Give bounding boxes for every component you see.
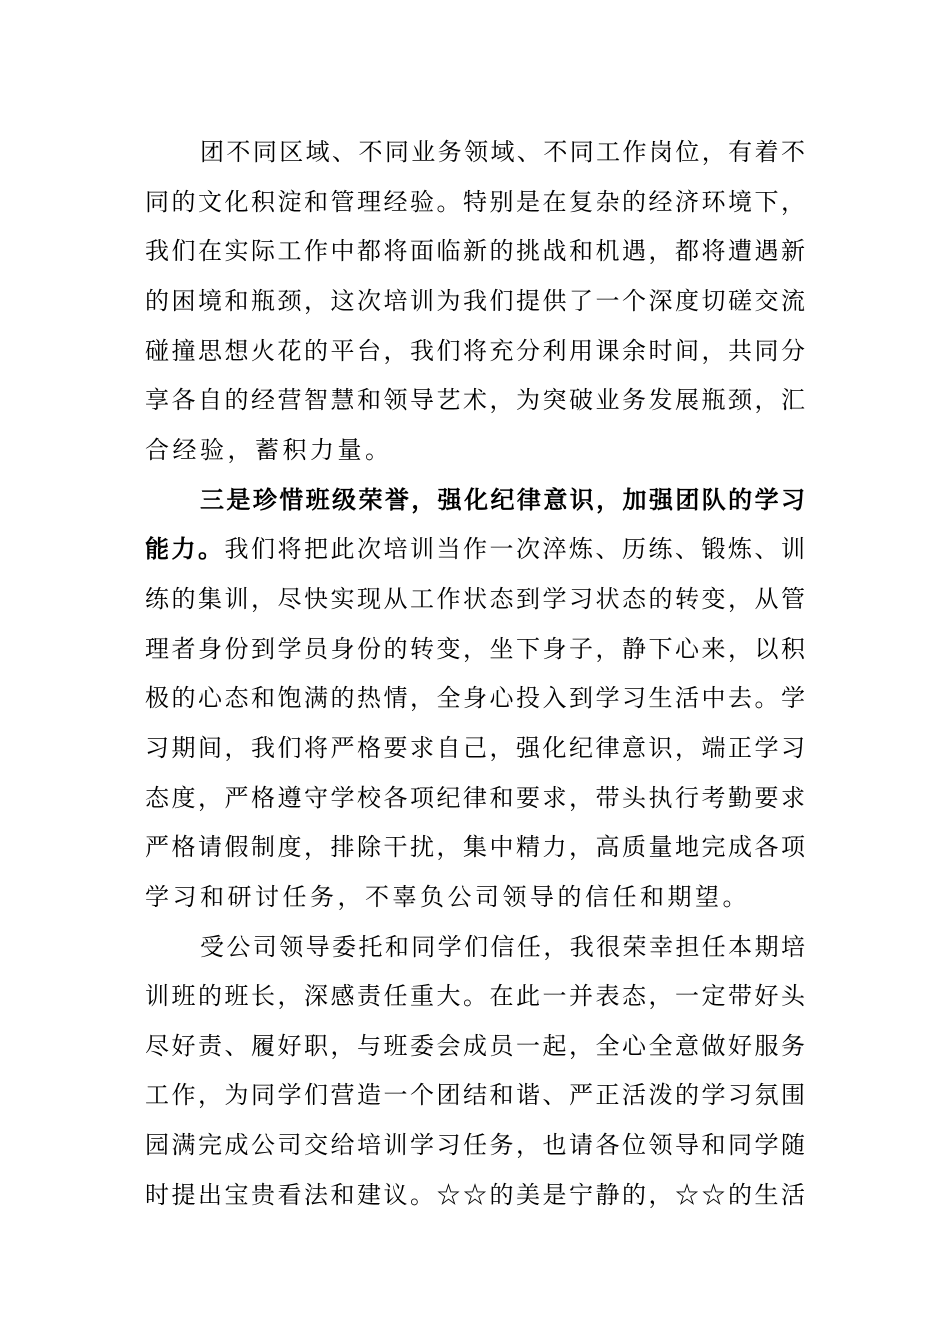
- document-page: [145, 133, 805, 1225]
- text-line: 碰撞思想火花的平台，我们将充分利用课余时间，共同分: [145, 336, 805, 365]
- paragraph-2: [145, 481, 805, 928]
- paragraph-3: [145, 928, 805, 1226]
- text-line: 受公司领导委托和同学们信任，我很荣幸担任本期培: [200, 932, 805, 961]
- text-line: 严格请假制度，排除干扰，集中精力，高质量地完成各项: [145, 833, 805, 862]
- bold-heading: 三是珍惜班级荣誉，强化纪律意识，加强团队的学习: [200, 484, 805, 514]
- text-line: 同的文化积淀和管理经验。特别是在复杂的经济环境下，: [145, 187, 805, 216]
- text-line: 极的心态和饱满的热情，全身心投入到学习生活中去。学: [145, 684, 805, 713]
- text-line: 我们在实际工作中都将面临新的挑战和机遇，都将遭遇新: [145, 237, 805, 266]
- text-line: 团不同区域、不同业务领域、不同工作岗位，有着不: [200, 138, 805, 166]
- paragraph-1: [145, 133, 805, 481]
- text-line: 合经验，蓄积力量。: [145, 435, 393, 464]
- bold-heading-end: 能力。: [145, 534, 225, 564]
- text-line: 享各自的经营智慧和领导艺术，为突破业务发展瓶颈，汇: [145, 386, 805, 415]
- text-line: 的困境和瓶颈，这次培训为我们提供了一个深度切磋交流: [145, 286, 805, 315]
- text-line: 工作，为同学们营造一个团结和谐、严正活泼的学习氛围: [145, 1081, 805, 1110]
- text-span: 我们将把此次培训当作一次淬炼、历练、锻炼、训: [224, 535, 805, 564]
- text-line: 学习和研讨任务，不辜负公司领导的信任和期望。: [145, 882, 750, 911]
- text-line: 时提出宝贵看法和建议。☆☆的美是宁静的，☆☆的生活: [145, 1180, 805, 1209]
- text-line: 习期间，我们将严格要求自己，强化纪律意识，端正学习: [145, 733, 805, 762]
- text-line: 尽好责、履好职，与班委会成员一起，全心全意做好服务: [145, 1031, 805, 1060]
- text-line: 训班的班长，深感责任重大。在此一并表态，一定带好头: [145, 982, 805, 1011]
- text-line: [145, 481, 805, 531]
- text-line: 理者身份到学员身份的转变，坐下身子，静下心来，以积: [145, 634, 805, 663]
- text-line: [145, 530, 805, 580]
- text-line: 练的集训，尽快实现从工作状态到学习状态的转变，从管: [145, 584, 805, 613]
- text-line: 态度，严格遵守学校各项纪律和要求，带头执行考勤要求: [145, 783, 805, 812]
- text-line: 园满完成公司交给培训学习任务，也请各位领导和同学随: [145, 1131, 805, 1160]
